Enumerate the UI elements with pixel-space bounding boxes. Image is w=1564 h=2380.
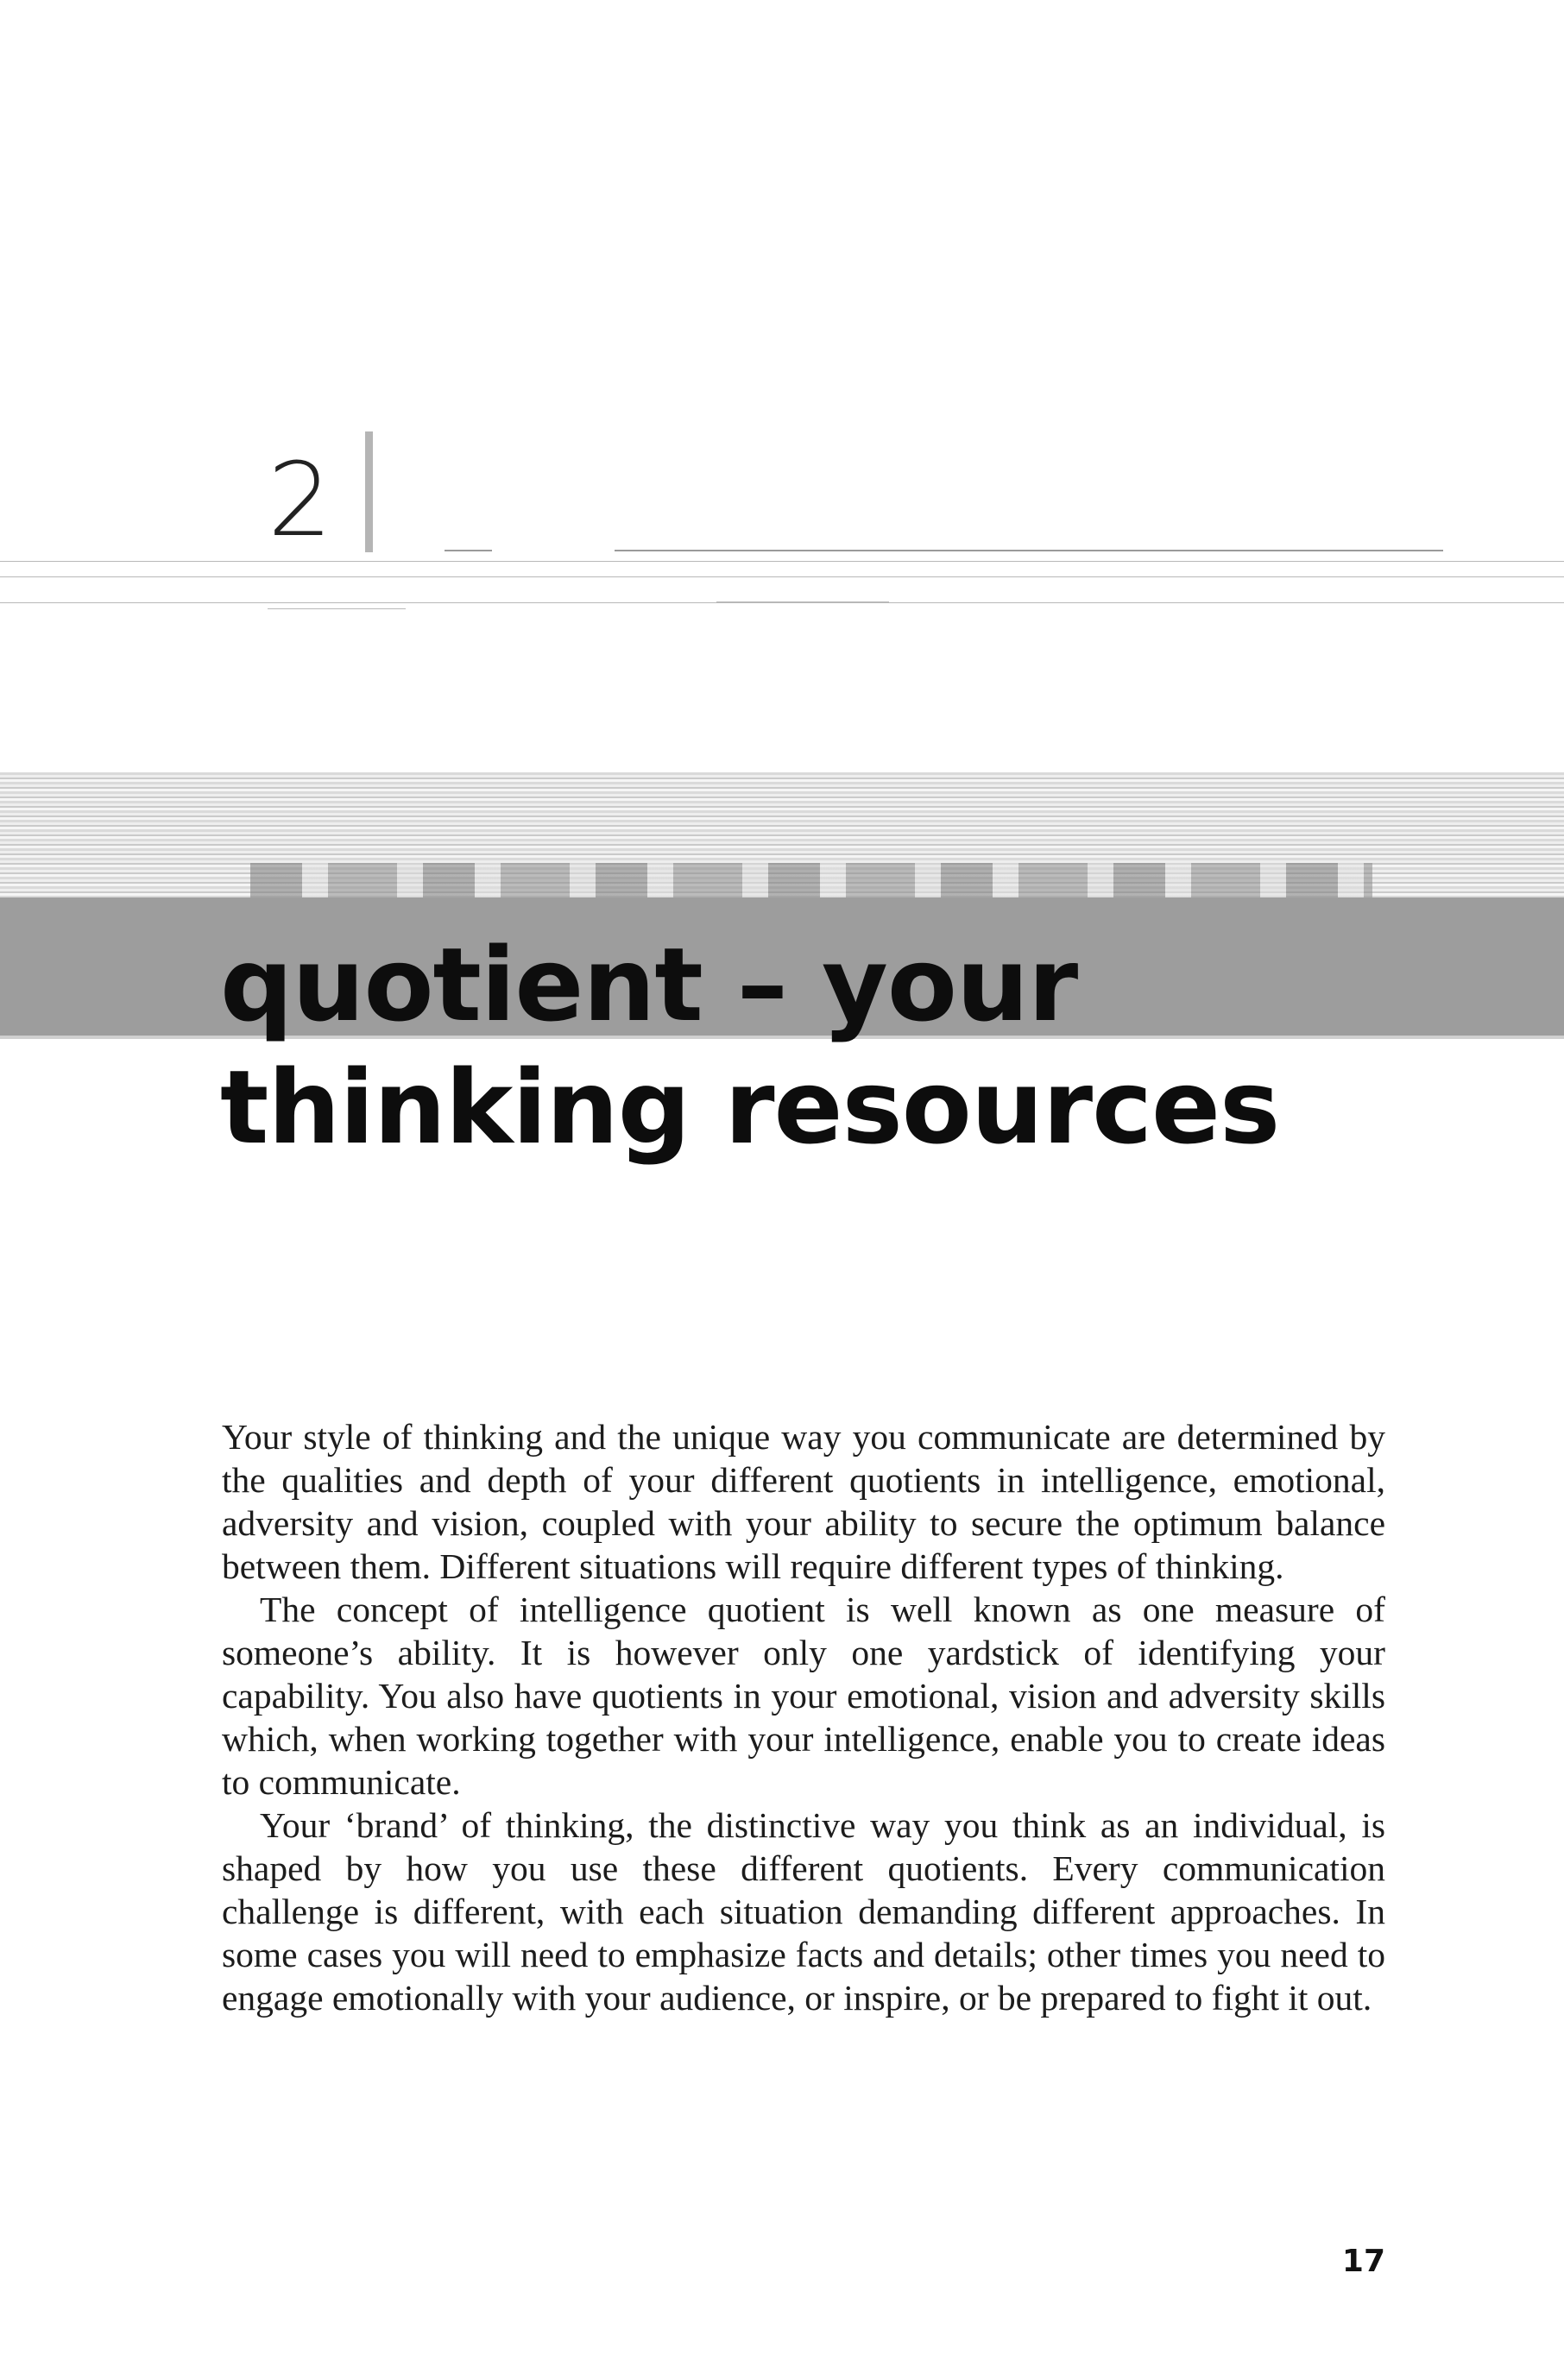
paragraph: Your style of thinking and the unique way you communicate are determined by the qualities and depth of your different quotients in intelligence, emotional, adversity and vision, coupled with your ability to secure the optimum balance between them. Different situations will require different types of thinking. [222, 1417, 1385, 1586]
banner-ghost-text [250, 863, 1372, 897]
chapter-number: 2 [268, 440, 333, 559]
chapter-divider-bar [365, 431, 373, 552]
chapter-title-line: thinking resources [220, 1048, 1280, 1167]
header-rule [0, 576, 1564, 577]
header-rule [445, 550, 492, 551]
page-number: 17 [1341, 2244, 1385, 2279]
paragraph: The concept of intelligence quotient is well known as one measure of someone’s ability. It is however only one yardstick of identifying your capability. You also have quotients in your emotional, vision and adversity skills which, when working together with your intelligence, enable you to create ideas to communicate. [222, 1590, 1385, 1802]
body-text [222, 1415, 1385, 2019]
header-rule [615, 550, 1443, 551]
chapter-title-line: quotient – your [220, 925, 1078, 1044]
paragraph: Your ‘brand’ of thinking, the distinctive way you think as an individual, is shaped by how you use these different quotients. Every communication challenge is different, with each situation demanding different approaches. In some cases you will need to emphasize facts and details; other times you need to engage emotionally with your audience, or inspire, or be prepared to fight it out. [222, 1805, 1385, 2018]
header-rule [0, 561, 1564, 562]
header-rule [0, 602, 1564, 603]
chapter-title [220, 923, 1428, 1168]
header-rule [268, 608, 406, 609]
header-rule [716, 601, 889, 602]
